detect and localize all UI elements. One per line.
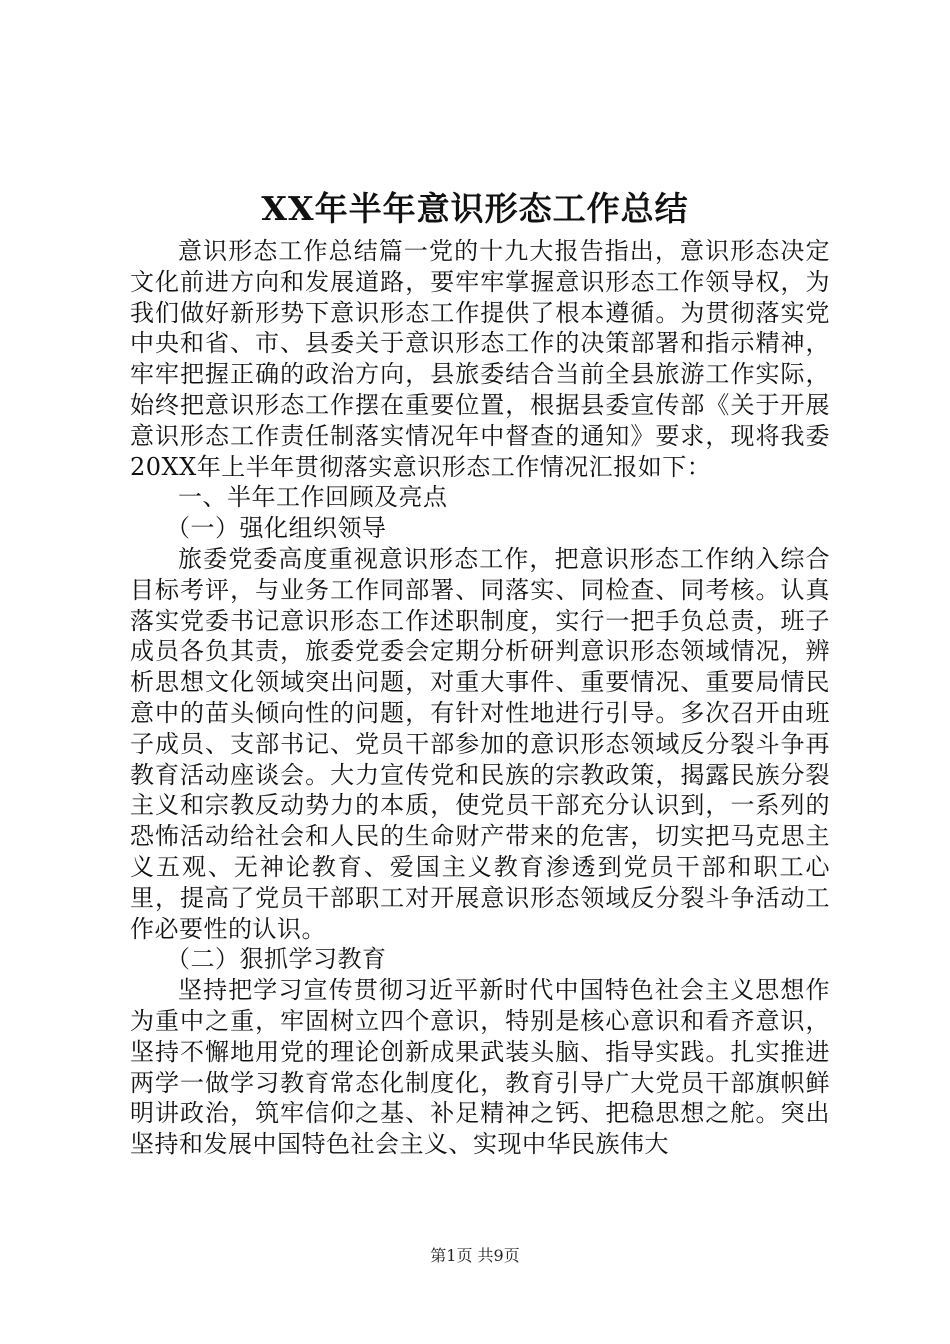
subsection-heading-2: （二）狠抓学习教育 [166,945,387,974]
intro-paragraph: 意识形态工作总结篇一党的十九大报告指出，意识形态决定文化前进方向和发展道路，要牢牢掌握意识形态工作领导权，为我们做好新形势下意识形态工作提供了根本遵循。为贯彻落实党中央和省、市、县委关于意识形态工作的决策部署和指示精神，牢牢把握正确的政治方向，县旅委结合当前全县旅游工作实际，始终把意识形态工作摆在重要位置，根据县委宣传部《关于开展意识形态工作责任制落实情况年中督查的通知》要求，现将我委20XX年上半年贯彻落实意识形态工作情况汇报如下： [130,237,830,481]
page-number-footer: 第1页 共9页 [430,1246,520,1265]
document-title: XX年半年意识形态工作总结 [261,189,689,228]
section-heading: 一、半年工作回顾及亮点 [178,483,448,512]
body-paragraph-1: 旅委党委高度重视意识形态工作，把意识形态工作纳入综合目标考评，与业务工作同部署、同落实、同检查、同考核。认真落实党委书记意识形态工作述职制度，实行一把手负总责，班子成员各负其责，旅委党委会定期分析研判意识形态领域情况，辨析思想文化领域突出问题，对重大事件、重要情况、重要局情民意中的苗头倾向性的问题，有针对性地进行引导。多次召开由班子成员、支部书记、党员干部参加的意识形态领域反分裂斗争再教育活动座谈会。大力宣传党和民族的宗教政策，揭露民族分裂主义和宗教反动势力的本质，使党员干部充分认识到，一系列的恐怖活动给社会和人民的生命财产带来的危害，切实把马克思主义五观、无神论教育、爱国主义教育渗透到党员干部和职工心里，提高了党员干部职工对开展意识形态领域反分裂斗争活动工作必要性的认识。 [130,544,830,943]
document-body [130,236,830,1160]
body-paragraph-2: 坚持把学习宣传贯彻习近平新时代中国特色社会主义思想作为重中之重，牢固树立四个意识，特别是核心意识和看齐意识，坚持不懈地用党的理论创新成果武装头脑、指导实践。扎实推进两学一做学习教育常态化制度化，教育引导广大党员干部旗帜鲜明讲政治，筑牢信仰之基、补足精神之钙、把稳思想之舵。突出坚持和发展中国特色社会主义、实现中华民族伟大 [130,976,830,1159]
subsection-heading-1: （一）强化组织领导 [166,514,387,543]
